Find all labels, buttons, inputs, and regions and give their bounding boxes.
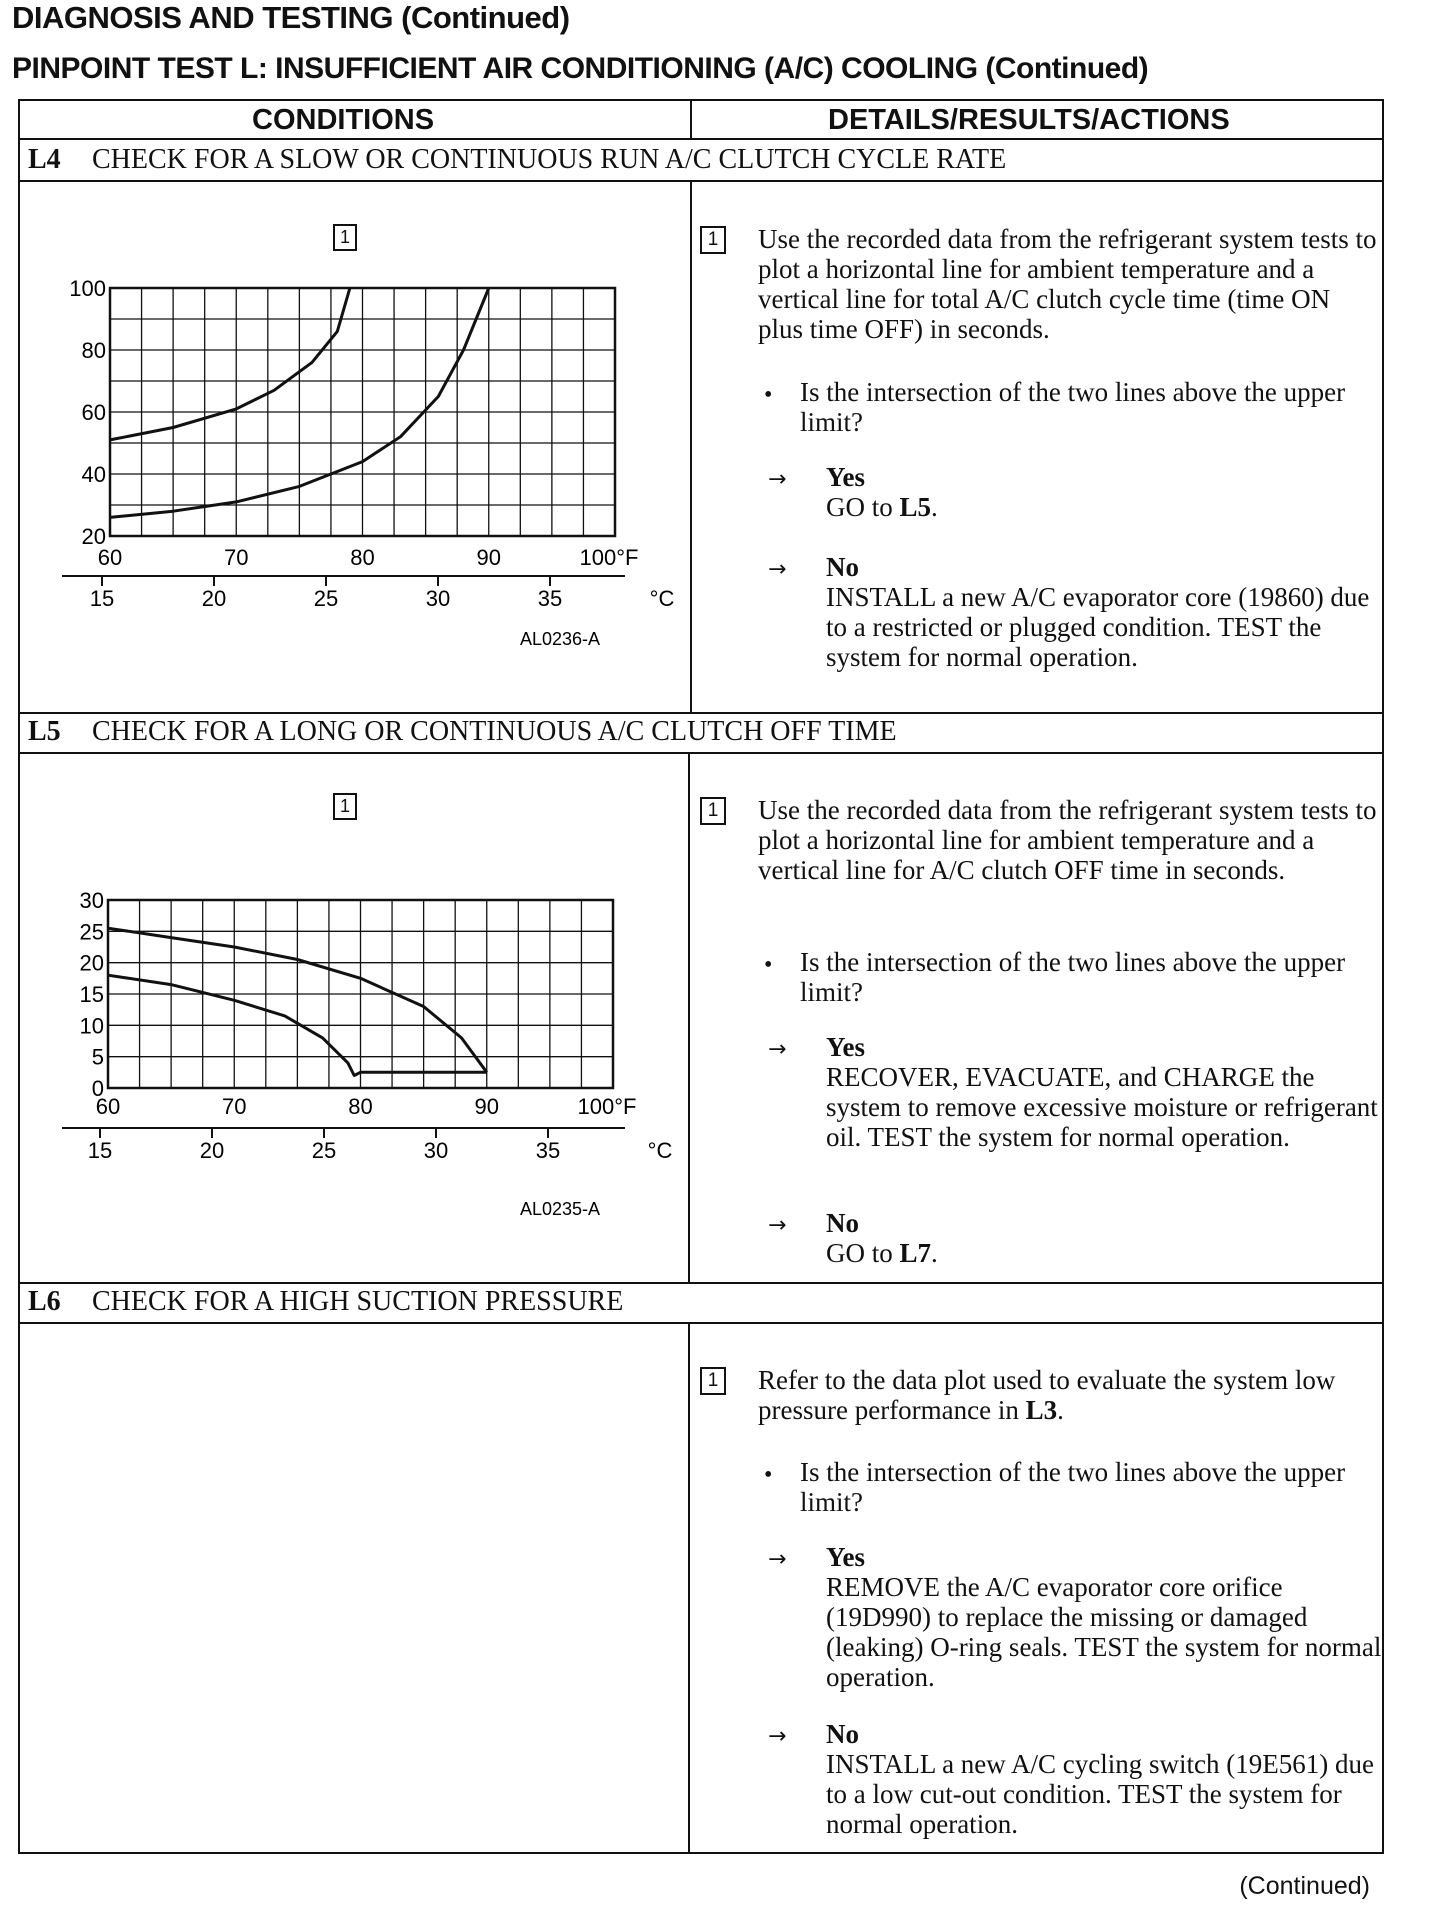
celsius-tick-label: 30	[423, 1138, 449, 1163]
yes-label: Yes	[826, 1032, 865, 1062]
no-action: INSTALL a new A/C evaporator core (19860) due to a restricted or plugged condition. TEST the system for normal operation.	[826, 582, 1370, 672]
fahrenheit-tick-label: 70	[222, 1094, 247, 1119]
celsius-tick-label: 35	[535, 1138, 561, 1163]
y-tick-label: 40	[81, 462, 106, 487]
chart-axes	[62, 288, 625, 586]
chart-grid	[110, 288, 615, 536]
arrow-right-icon: →	[768, 1724, 787, 1749]
step-header-l6	[28, 1286, 623, 1318]
celsius-tick-label: 25	[313, 586, 339, 611]
fahrenheit-tick-label: 90	[476, 545, 501, 570]
fahrenheit-tick-label: 80	[350, 545, 375, 570]
celsius-tick-label: 35	[537, 586, 563, 611]
l5-details	[700, 793, 1400, 1283]
yes-action: RECOVER, EVACUATE, and CHARGE the system to remove excessive moisture or refrigerant oil. TEST the system for normal operation.	[826, 1062, 1378, 1152]
figure-callout: 1	[333, 793, 357, 820]
chart-axes	[62, 900, 625, 1138]
celsius-tick-label: 15	[87, 1138, 113, 1163]
no-label: No	[826, 1208, 859, 1238]
y-tick-label: 60	[81, 400, 106, 425]
fahrenheit-tick-label: 100°F	[579, 545, 639, 570]
continued-label: (Continued)	[1239, 1872, 1370, 1900]
fahrenheit-tick-label: 60	[95, 1094, 121, 1119]
l4-cycle-rate-chart	[40, 280, 680, 665]
column-heading-conditions: CONDITIONS	[252, 104, 435, 136]
fahrenheit-tick-label: 90	[474, 1094, 499, 1119]
question: Is the intersection of the two lines above the upper limit?	[800, 377, 1346, 437]
yes-branch	[826, 462, 1386, 522]
step-header-l5	[28, 716, 897, 748]
figure-id: AL0236-A	[519, 629, 601, 649]
no-branch	[826, 552, 1386, 672]
celsius-tick-label: 25	[311, 1138, 337, 1163]
instruction: Use the recorded data from the refrigerant system tests to plot a horizontal line for ambient temperature and a vertical line for A/C clutch OFF time in seconds.	[758, 795, 1377, 885]
no-label: No	[826, 552, 859, 582]
step-title: CHECK FOR A HIGH SUCTION PRESSURE	[92, 1286, 624, 1317]
column-heading-details: DETAILS/RESULTS/ACTIONS	[828, 104, 1230, 136]
step-number: 1	[700, 1367, 726, 1395]
fahrenheit-tick-label: 80	[348, 1094, 373, 1119]
step-id: L6	[28, 1286, 61, 1317]
celsius-tick-label: 20	[201, 586, 227, 611]
y-tick-label: 10	[79, 1013, 104, 1039]
celsius-tick-label: 20	[199, 1138, 225, 1163]
instruction: Use the recorded data from the refrigerant system tests to plot a horizontal line for ambient temperature and a vertical line for total A/C clutch cycle time (time ON plus time OFF) in seconds.	[758, 224, 1377, 344]
bullet-icon: •	[764, 1462, 773, 1488]
l4-details	[700, 222, 1400, 712]
no-branch	[826, 1208, 1386, 1268]
fahrenheit-tick-label: 60	[97, 545, 123, 570]
no-branch	[826, 1719, 1386, 1839]
yes-branch	[826, 1542, 1386, 1692]
l6-details	[700, 1363, 1400, 1853]
test-title: PINPOINT TEST L: INSUFFICIENT AIR CONDITIONING (A/C) COOLING (Continued)	[12, 52, 1149, 85]
y-tick-label: 25	[79, 919, 104, 945]
step-number: 1	[700, 226, 726, 254]
fahrenheit-tick-label: 70	[224, 545, 249, 570]
no-action: GO to L7.	[826, 1238, 938, 1268]
arrow-right-icon: →	[768, 467, 787, 492]
yes-action: REMOVE the A/C evaporator core orifice (19D990) to replace the missing or damaged (leaking) O-ring seals. TEST the system for normal operation.	[826, 1572, 1382, 1692]
y-tick-label: 5	[91, 1044, 104, 1070]
step-number: 1	[700, 797, 726, 825]
step-title: CHECK FOR A LONG OR CONTINUOUS A/C CLUTCH OFF TIME	[92, 716, 897, 747]
l5-chart-svg	[40, 880, 680, 1230]
bullet-icon: •	[764, 952, 773, 978]
step-id: L5	[28, 716, 61, 747]
y-tick-label: 100	[69, 280, 106, 301]
yes-label: Yes	[826, 462, 865, 492]
celsius-tick-label: °C	[647, 1138, 673, 1163]
l5-clutch-off-time-chart	[40, 880, 680, 1235]
yes-label: Yes	[826, 1542, 865, 1572]
y-tick-label: 30	[79, 888, 104, 913]
step-header-l4	[28, 144, 1006, 176]
arrow-right-icon: →	[768, 1037, 787, 1062]
yes-action: GO to L5.	[826, 492, 938, 522]
celsius-tick-label: °C	[649, 586, 675, 611]
figure-id: AL0235-A	[519, 1199, 601, 1219]
y-tick-label: 20	[79, 950, 104, 976]
y-tick-label: 0	[91, 1076, 104, 1101]
step-id: L4	[28, 144, 61, 175]
limit-curve-upper	[110, 288, 350, 440]
step-title: CHECK FOR A SLOW OR CONTINUOUS RUN A/C CLUTCH CYCLE RATE	[92, 144, 1007, 175]
question: Is the intersection of the two lines above the upper limit?	[800, 1457, 1346, 1517]
y-tick-label: 15	[79, 982, 104, 1007]
y-tick-label: 80	[81, 338, 106, 363]
arrow-right-icon: →	[768, 1547, 787, 1572]
chart-grid	[108, 900, 613, 1088]
arrow-right-icon: →	[768, 1213, 787, 1238]
y-tick-label: 20	[81, 524, 106, 549]
no-label: No	[826, 1719, 859, 1749]
section-heading: DIAGNOSIS AND TESTING (Continued)	[12, 0, 570, 35]
fahrenheit-tick-label: 100°F	[577, 1094, 637, 1119]
no-action: INSTALL a new A/C cycling switch (19E561) due to a low cut-out condition. TEST the system for normal operation.	[826, 1749, 1374, 1839]
celsius-tick-label: 15	[89, 586, 115, 611]
figure-callout: 1	[333, 224, 357, 251]
l4-chart-svg	[40, 280, 680, 660]
question: Is the intersection of the two lines above the upper limit?	[800, 947, 1346, 1007]
bullet-icon: •	[764, 382, 773, 408]
arrow-right-icon: →	[768, 557, 787, 582]
celsius-tick-label: 30	[425, 586, 451, 611]
instruction: Refer to the data plot used to evaluate the system low pressure performance in L3.	[758, 1365, 1336, 1425]
yes-branch	[826, 1032, 1386, 1152]
